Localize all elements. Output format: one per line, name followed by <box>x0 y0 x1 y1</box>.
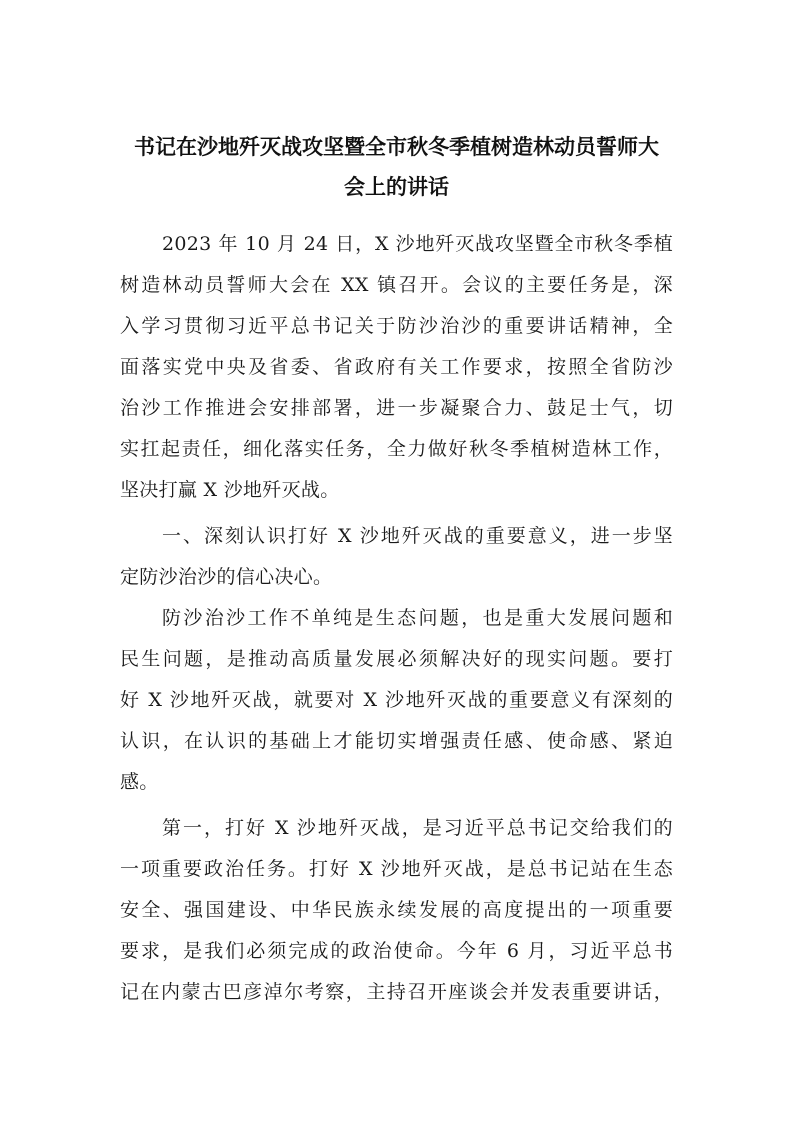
paragraph-line: 2023 年 10 月 24 日，X 沙地歼灭战攻坚暨全市秋冬季植 <box>162 233 673 255</box>
paragraph-line: 定防沙治沙的信心决心。 <box>120 566 333 588</box>
paragraph-line: 坚决打赢 X 沙地歼灭战。 <box>120 479 340 501</box>
paragraph-line: 实扛起责任，细化落实任务，全力做好秋冬季植树造林工作， <box>120 438 673 460</box>
paragraph-line: 面落实党中央及省委、省政府有关工作要求，按照全省防沙 <box>120 356 673 378</box>
paragraph-line: 一、深刻认识打好 X 沙地歼灭战的重要意义，进一步坚 <box>162 525 673 547</box>
paragraph-line: 记在内蒙古巴彦淖尔考察，主持召开座谈会并发表重要讲话， <box>120 981 673 1003</box>
paragraph-line: 树造林动员誓师大会在 XX 镇召开。会议的主要任务是，深 <box>120 274 673 296</box>
document-title-line-2: 会上的讲话 <box>344 175 449 199</box>
paragraph-line: 民生问题，是推动高质量发展必须解决好的现实问题。要打 <box>120 648 673 670</box>
paragraph-line: 治沙工作推进会安排部署，进一步凝聚合力、鼓足士气，切 <box>120 397 673 419</box>
document-title-line-1: 书记在沙地歼灭战攻坚暨全市秋冬季植树造林动员誓师大 <box>134 135 659 159</box>
paragraph-line: 安全、强国建设、中华民族永续发展的高度提出的一项重要 <box>120 899 673 921</box>
paragraph-line: 入学习贯彻习近平总书记关于防沙治沙的重要讲话精神，全 <box>120 315 673 337</box>
paragraph-line: 防沙治沙工作不单纯是生态问题，也是重大发展问题和 <box>162 607 673 629</box>
paragraph-line: 一项重要政治任务。打好 X 沙地歼灭战，是总书记站在生态 <box>120 858 673 880</box>
paragraph-line: 感。 <box>120 771 159 793</box>
paragraph-line: 认识，在认识的基础上才能切实增强责任感、使命感、紧迫 <box>120 730 673 752</box>
paragraph-line: 要求，是我们必须完成的政治使命。今年 6 月，习近平总书 <box>120 940 673 962</box>
paragraph-line: 好 X 沙地歼灭战，就要对 X 沙地歼灭战的重要意义有深刻的 <box>120 689 673 711</box>
paragraph-line: 第一，打好 X 沙地歼灭战，是习近平总书记交给我们的 <box>162 817 673 839</box>
